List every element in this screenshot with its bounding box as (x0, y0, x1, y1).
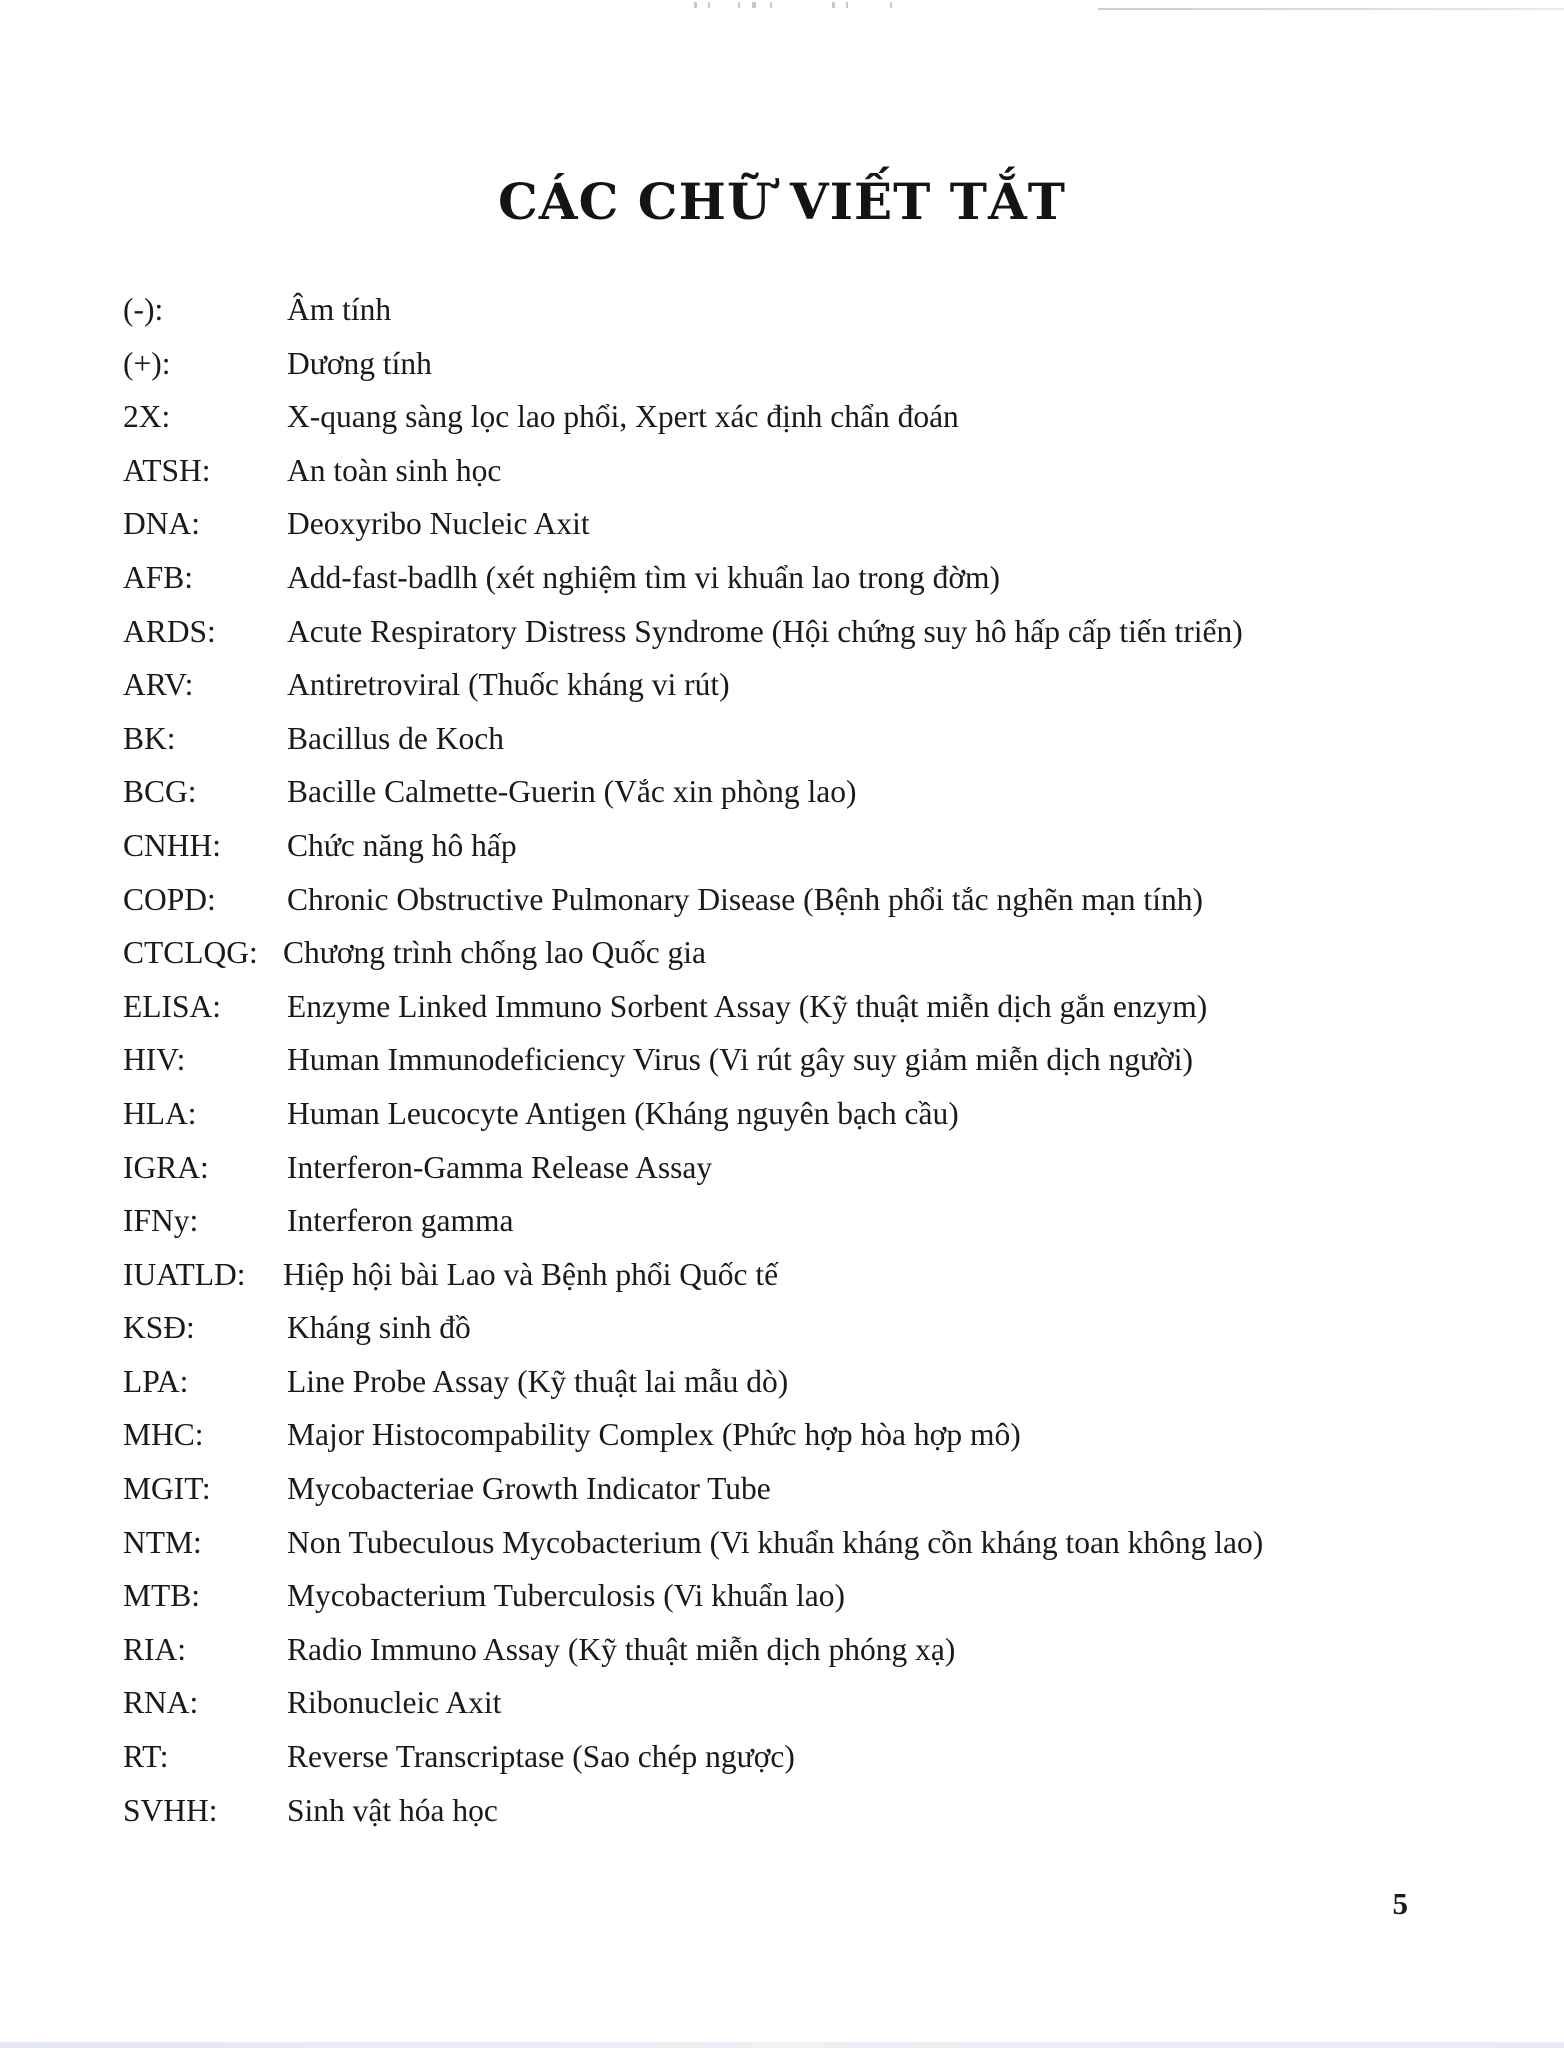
abbreviation-definition: Kháng sinh đồ (287, 1310, 471, 1346)
abbreviation-row (123, 1462, 1443, 1516)
scan-mark (770, 2, 772, 8)
abbreviation-term: CTCLQG: (123, 935, 258, 971)
abbreviation-term: 2X: (123, 399, 171, 435)
abbreviation-term: MHC: (123, 1417, 204, 1453)
abbreviation-term: IFNy: (123, 1203, 199, 1239)
abbreviation-definition: Chức năng hô hấp (287, 827, 517, 863)
abbreviation-definition: Major Histocompability Complex (Phức hợp hòa hợp mô) (287, 1417, 1021, 1453)
abbreviation-definition: Human Immunodeficiency Virus (Vi rút gây suy giảm miễn dịch người) (287, 1042, 1193, 1078)
abbreviation-row (123, 1623, 1443, 1677)
abbreviation-term: MTB: (123, 1578, 201, 1614)
abbreviation-term: IUATLD: (123, 1256, 246, 1292)
scan-mark (738, 2, 740, 8)
abbreviation-row (123, 1087, 1443, 1141)
abbreviation-definition: Deoxyribo Nucleic Axit (287, 506, 590, 542)
abbreviation-term: ARV: (123, 667, 194, 703)
scan-mark (890, 2, 892, 8)
abbreviation-definition: Ribonucleic Axit (287, 1685, 502, 1721)
abbreviation-term: (-): (123, 292, 164, 327)
abbreviation-row (123, 1248, 1443, 1302)
abbreviation-definition: Bacille Calmette-Guerin (Vắc xin phòng lao) (287, 774, 857, 810)
abbreviation-list (123, 283, 1443, 1837)
abbreviation-definition: Reverse Transcriptase (Sao chép ngược) (287, 1739, 795, 1775)
abbreviation-row (123, 765, 1443, 819)
abbreviation-definition: Add-fast-badlh (xét nghiệm tìm vi khuẩn lao trong đờm) (287, 559, 1001, 595)
abbreviation-definition: Chương trình chống lao Quốc gia (283, 935, 707, 971)
abbreviation-term: HIV: (123, 1042, 186, 1078)
abbreviation-term: LPA: (123, 1363, 189, 1399)
abbreviation-definition: Mycobacteriae Growth Indicator Tube (287, 1471, 771, 1507)
abbreviation-term: IGRA: (123, 1149, 209, 1185)
abbreviation-term: RNA: (123, 1685, 199, 1721)
abbreviation-row (123, 1355, 1443, 1409)
scan-artifact-bottom (0, 2042, 1564, 2048)
scan-mark (708, 2, 710, 8)
abbreviation-definition: Interferon-Gamma Release Assay (287, 1149, 713, 1185)
page-title: CÁC CHỮ VIẾT TẮT (498, 172, 1066, 231)
page-number: 5 (1392, 1886, 1408, 1921)
abbreviation-term: NTM: (123, 1524, 202, 1560)
scan-line (1098, 8, 1564, 10)
abbreviation-row (123, 1408, 1443, 1462)
abbreviation-definition: Âm tính (287, 292, 392, 327)
abbreviation-term: DNA: (123, 506, 200, 542)
abbreviation-definition: An toàn sinh học (287, 452, 502, 488)
abbreviation-term: BK: (123, 720, 176, 756)
abbreviation-row (123, 1194, 1443, 1248)
abbreviation-definition: Non Tubeculous Mycobacterium (Vi khuẩn kháng cồn kháng toan không lao) (287, 1524, 1264, 1560)
abbreviation-row (123, 1141, 1443, 1195)
scan-mark (752, 2, 756, 8)
abbreviation-row (123, 283, 1443, 337)
scan-mark (846, 2, 848, 8)
abbreviation-row (123, 1676, 1443, 1730)
abbreviation-term: MGIT: (123, 1471, 211, 1507)
abbreviation-definition: Hiệp hội bài Lao và Bệnh phổi Quốc tế (283, 1256, 779, 1292)
abbreviation-term: ELISA: (123, 988, 221, 1024)
scan-mark (694, 2, 697, 8)
abbreviation-row (123, 1569, 1443, 1623)
abbreviation-term: RIA: (123, 1631, 186, 1667)
abbreviation-definition: Interferon gamma (287, 1203, 514, 1239)
abbreviation-term: KSĐ: (123, 1310, 195, 1346)
abbreviation-row (123, 1516, 1443, 1570)
abbreviation-definition: Chronic Obstructive Pulmonary Disease (Bệnh phổi tắc nghẽn mạn tính) (287, 881, 1203, 917)
abbreviation-row (123, 337, 1443, 391)
abbreviation-row (123, 1033, 1443, 1087)
abbreviation-row (123, 658, 1443, 712)
abbreviation-definition: Enzyme Linked Immuno Sorbent Assay (Kỹ thuật miễn dịch gắn enzym) (287, 988, 1208, 1024)
abbreviation-row (123, 497, 1443, 551)
abbreviation-row (123, 1730, 1443, 1784)
abbreviation-term: CNHH: (123, 827, 222, 863)
abbreviation-definition: Antiretroviral (Thuốc kháng vi rút) (287, 667, 730, 703)
abbreviation-term: AFB: (123, 559, 194, 595)
abbreviation-row (123, 873, 1443, 927)
abbreviation-definition: Sinh vật hóa học (287, 1792, 498, 1828)
abbreviation-definition: Radio Immuno Assay (Kỹ thuật miễn dịch phóng xạ) (287, 1631, 956, 1667)
abbreviation-definition: Human Leucocyte Antigen (Kháng nguyên bạch cầu) (287, 1095, 959, 1131)
abbreviation-definition: Acute Respiratory Distress Syndrome (Hội chứng suy hô hấp cấp tiến triển) (287, 613, 1243, 649)
abbreviation-definition: Bacillus de Koch (287, 720, 504, 756)
abbreviation-row (123, 551, 1443, 605)
abbreviation-definition: Mycobacterium Tuberculosis (Vi khuẩn lao) (287, 1578, 846, 1614)
abbreviation-term: COPD: (123, 881, 216, 917)
abbreviation-term: RT: (123, 1739, 169, 1775)
abbreviation-row (123, 605, 1443, 659)
abbreviation-row (123, 1784, 1443, 1838)
abbreviation-term: ARDS: (123, 613, 216, 649)
abbreviation-row (123, 819, 1443, 873)
abbreviation-row (123, 1301, 1443, 1355)
abbreviation-definition: X-quang sàng lọc lao phổi, Xpert xác định chẩn đoán (287, 399, 959, 435)
abbreviation-row (123, 980, 1443, 1034)
abbreviation-term: ATSH: (123, 452, 211, 488)
abbreviation-term: HLA: (123, 1095, 197, 1131)
abbreviation-row (123, 444, 1443, 498)
scan-artifact-top (0, 0, 1564, 14)
abbreviation-term: SVHH: (123, 1792, 218, 1828)
scan-mark (832, 2, 835, 8)
abbreviation-row (123, 712, 1443, 766)
abbreviation-row (123, 926, 1443, 980)
abbreviation-definition: Line Probe Assay (Kỹ thuật lai mẫu dò) (287, 1363, 789, 1399)
abbreviation-term: (+): (123, 345, 171, 381)
abbreviation-definition: Dương tính (287, 345, 432, 381)
abbreviation-row (123, 390, 1443, 444)
abbreviation-term: BCG: (123, 774, 197, 810)
